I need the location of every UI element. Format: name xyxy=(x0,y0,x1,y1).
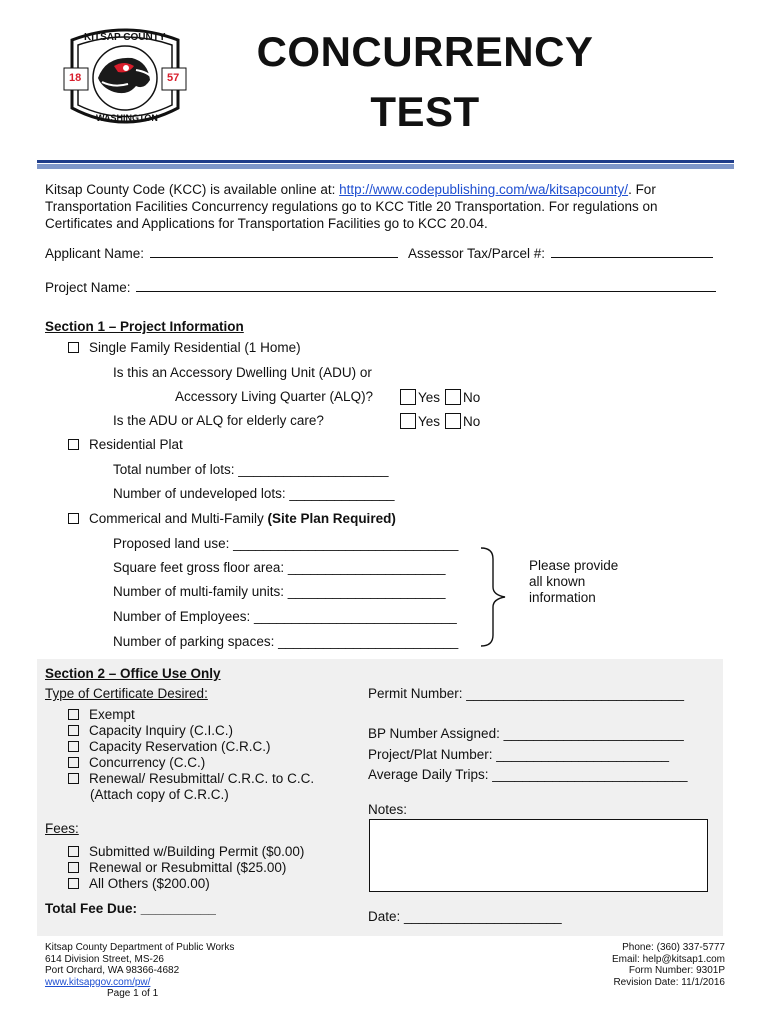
permit-number-field[interactable]: Permit Number: _____________________________ xyxy=(368,686,685,701)
mf-units-field[interactable]: Number of multi-family units: _____________________ xyxy=(113,584,446,599)
cert-type-cic-checkbox[interactable] xyxy=(68,725,79,736)
footer-contact xyxy=(525,942,725,988)
adu-question-2: Accessory Living Quarter (ALQ)? xyxy=(175,389,374,404)
sq-ft-field[interactable]: Square feet gross floor area: _____________________ xyxy=(113,560,446,575)
adt-field[interactable]: Average Daily Trips: __________________________ xyxy=(368,767,688,782)
fee-all-others-label: All Others ($200.00) xyxy=(89,876,210,891)
section-1-heading: Section 1 – Project Information xyxy=(45,319,244,334)
section-2-heading: Section 2 – Office Use Only xyxy=(45,666,221,681)
applicant-name-row xyxy=(45,246,398,261)
sfr-option[interactable] xyxy=(68,340,301,355)
date-field[interactable]: Date: _____________________ xyxy=(368,909,562,924)
footer-street: 614 Division Street, MS-26 xyxy=(45,953,164,965)
cert-type-cc-label: Concurrency (C.C.) xyxy=(89,755,206,770)
project-plat-field[interactable]: Project/Plat Number: _______________________ xyxy=(368,747,669,762)
cert-type-cc-checkbox[interactable] xyxy=(68,757,79,768)
sfr-label: Single Family Residential (1 Home) xyxy=(89,340,301,355)
sfr-checkbox[interactable] xyxy=(68,342,79,353)
logo-year-left: 18 xyxy=(69,72,82,84)
fee-renewal[interactable] xyxy=(68,860,304,876)
page-title-line-2: TEST xyxy=(370,88,480,135)
site-plan-note: (Site Plan Required) xyxy=(267,511,396,526)
header-rule xyxy=(37,160,734,163)
please-provide-line-1: Please provide xyxy=(529,558,619,573)
footer-website-link[interactable]: www.kitsapgov.com/pw/ xyxy=(45,976,151,988)
adu-yes-no xyxy=(400,389,480,405)
footer-phone: Phone: (360) 337-5777 xyxy=(622,942,725,953)
cert-type-renewal[interactable] xyxy=(68,771,314,787)
bp-number-field[interactable]: BP Number Assigned: ________________________ xyxy=(368,726,684,741)
cert-type-exempt-label: Exempt xyxy=(89,707,135,722)
adu-yes-checkbox[interactable] xyxy=(400,389,416,405)
elderly-no-label: No xyxy=(463,414,481,429)
footer-department: Kitsap County Department of Public Works xyxy=(45,942,235,953)
cert-type-renewal-checkbox[interactable] xyxy=(68,773,79,784)
commercial-label: Commerical and Multi-Family xyxy=(89,511,268,526)
intro-text-2: . For Transportation Facilities Concurrency regulations go to KCC Title 20 Transportation. For regulations on Certificates and Applications for Transportation Facilities go to KCC 20.04. xyxy=(45,182,658,231)
footer-revision-date: Revision Date: 11/1/2016 xyxy=(613,976,725,988)
cert-type-exempt[interactable] xyxy=(68,707,314,723)
certificate-types-list xyxy=(68,707,314,803)
footer-city: Port Orchard, WA 98366-4682 xyxy=(45,965,180,976)
cert-type-crc-checkbox[interactable] xyxy=(68,741,79,752)
notes-label: Notes: xyxy=(368,802,408,817)
attach-note: (Attach copy of C.R.C.) xyxy=(90,787,229,802)
fee-building-permit[interactable] xyxy=(68,844,304,860)
county-seal-logo xyxy=(62,26,188,132)
fee-building-permit-checkbox[interactable] xyxy=(68,846,79,857)
applicant-name-label: Applicant Name: xyxy=(45,246,145,261)
elderly-question: Is the ADU or ALQ for elderly care? xyxy=(113,413,324,428)
logo-year-right: 57 xyxy=(167,72,180,84)
certificate-type-label: Type of Certificate Desired: xyxy=(45,686,208,701)
logo-top-text: KITSAP COUNTY xyxy=(84,32,166,43)
residential-plat-checkbox[interactable] xyxy=(68,439,79,450)
adu-yes-label: Yes xyxy=(418,390,441,405)
residential-plat-option[interactable] xyxy=(68,437,183,452)
commercial-option[interactable] xyxy=(68,511,396,526)
parking-field[interactable]: Number of parking spaces: ________________________ xyxy=(113,634,459,649)
cert-type-crc-label: Capacity Reservation (C.R.C.) xyxy=(89,739,271,754)
employees-field[interactable]: Number of Employees: ___________________________ xyxy=(113,609,457,624)
project-name-row xyxy=(45,280,716,295)
commercial-checkbox[interactable] xyxy=(68,513,79,524)
fees-label: Fees: xyxy=(45,821,79,836)
total-lots-field[interactable]: Total number of lots: ____________________ xyxy=(113,462,389,477)
please-provide-note xyxy=(529,558,618,606)
assessor-parcel-row xyxy=(408,246,713,261)
assessor-parcel-field[interactable] xyxy=(551,257,713,258)
residential-plat-label: Residential Plat xyxy=(89,437,183,452)
cert-type-exempt-checkbox[interactable] xyxy=(68,709,79,720)
footer-email: Email: help@kitsap1.com xyxy=(612,953,725,965)
header-rule-shadow xyxy=(37,164,734,169)
cert-type-cc[interactable] xyxy=(68,755,314,771)
adu-no-checkbox[interactable] xyxy=(445,389,461,405)
intro-text-1: Kitsap County Code (KCC) is available online at: xyxy=(45,182,340,197)
elderly-no-checkbox[interactable] xyxy=(445,413,461,429)
curly-brace xyxy=(477,545,513,652)
project-name-label: Project Name: xyxy=(45,280,131,295)
applicant-name-field[interactable] xyxy=(150,257,398,258)
please-provide-line-2: all known xyxy=(529,574,586,589)
fee-building-permit-label: Submitted w/Building Permit ($0.00) xyxy=(89,844,305,859)
footer-address xyxy=(45,942,234,1000)
footer-form-number: Form Number: 9301P xyxy=(628,965,725,976)
project-name-field[interactable] xyxy=(136,291,716,292)
please-provide-line-3: information xyxy=(529,590,596,605)
elderly-yes-no xyxy=(400,413,480,429)
land-use-field[interactable]: Proposed land use: ______________________________ xyxy=(113,536,459,551)
cert-type-cic-label: Capacity Inquiry (C.I.C.) xyxy=(89,723,234,738)
fees-list xyxy=(68,844,304,892)
adu-no-label: No xyxy=(463,390,481,405)
intro-paragraph xyxy=(45,181,725,232)
code-publishing-link[interactable]: http://www.codepublishing.com/wa/kitsapcounty/ xyxy=(339,182,629,197)
cert-type-crc[interactable] xyxy=(68,739,314,755)
cert-type-cic[interactable] xyxy=(68,723,314,739)
cert-type-renewal-label: Renewal/ Resubmittal/ C.R.C. to C.C. xyxy=(89,771,315,786)
notes-textarea[interactable] xyxy=(369,819,708,892)
elderly-yes-label: Yes xyxy=(418,414,441,429)
page-title-line-1: CONCURRENCY xyxy=(256,28,594,75)
assessor-parcel-label: Assessor Tax/Parcel #: xyxy=(408,246,546,261)
fee-renewal-checkbox[interactable] xyxy=(68,862,79,873)
fee-all-others[interactable] xyxy=(68,876,304,892)
adu-question-1: Is this an Accessory Dwelling Unit (ADU) or xyxy=(113,365,372,380)
fee-renewal-label: Renewal or Resubmittal ($25.00) xyxy=(89,860,287,875)
undeveloped-lots-field[interactable]: Number of undeveloped lots: ______________ xyxy=(113,486,395,501)
fee-all-others-checkbox[interactable] xyxy=(68,878,79,889)
total-fee-due[interactable]: Total Fee Due: __________ xyxy=(45,901,216,916)
elderly-yes-checkbox[interactable] xyxy=(400,413,416,429)
footer-page-number: Page 1 of 1 xyxy=(107,988,159,999)
logo-bottom-text: WASHINGTON xyxy=(96,113,158,123)
